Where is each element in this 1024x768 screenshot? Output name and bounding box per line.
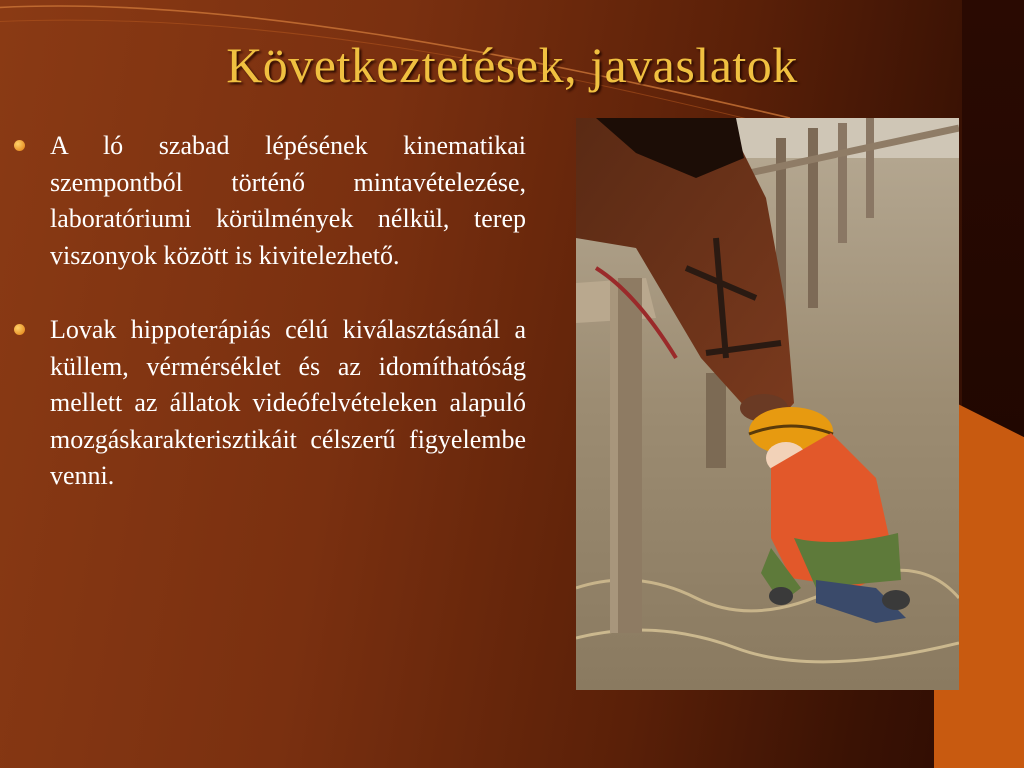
bullet-dot-icon [14,140,25,151]
bullet-dot-icon [14,324,25,335]
bullet-list [14,128,526,533]
bullet-text: Lovak hippoterápiás célú kiválasztásánál a küllem, vérmérséklet és az idomíthatóság mellett az állatok videófelvételeken alapuló mozgáskarakterisztikáit célszerű figyelembe venni. [50,315,526,490]
slide-title: Következtetések, javaslatok [226,37,798,93]
bullet-text: A ló szabad lépésének kinematikai szempontból történő mintavételezése, laboratóriumi körülmények nélkül, terep viszonyok között is kivitelezhető. [50,131,526,270]
bullet-item [14,128,526,274]
horse-and-child-photo [576,118,959,690]
bullet-item [14,312,526,495]
